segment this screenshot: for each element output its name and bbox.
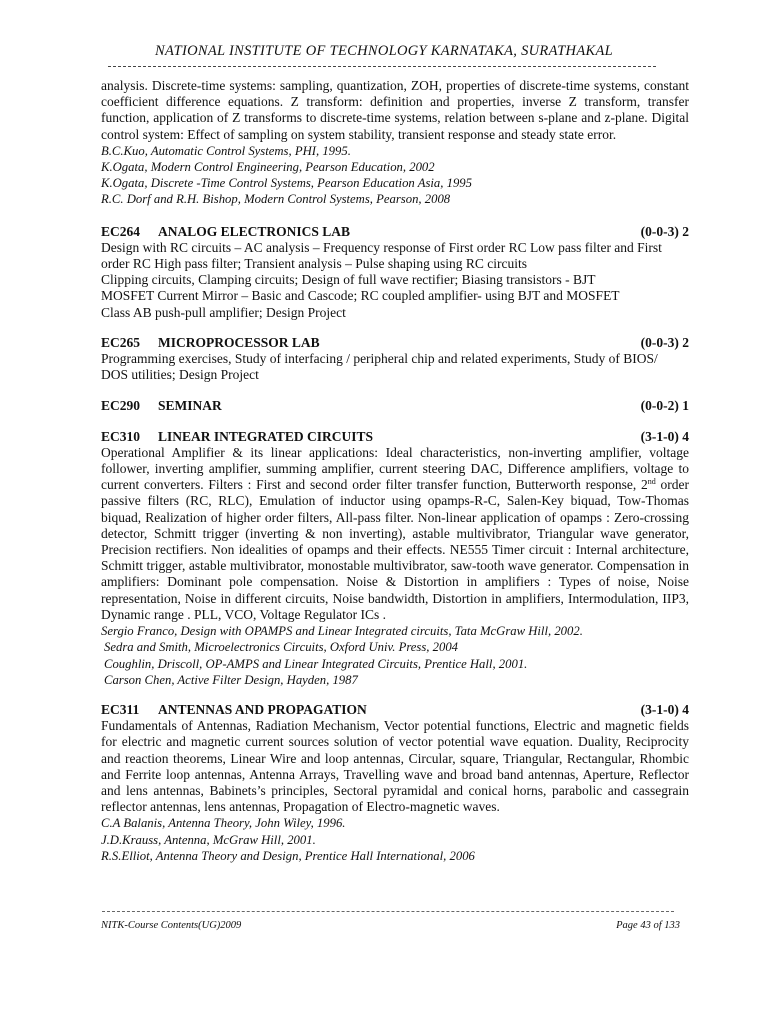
description-text: Operational Amplifier & its linear applications: Ideal characteristics, non-inverting amplifier, voltage follower, inverting amplifier, summing amplifier, current steering DAC, Difference amplifiers, voltage to current converters. Filters : First and second order filter transfer function, Butterworth response, 2 <box>101 444 689 493</box>
reference: Coughlin, Driscoll, OP-AMPS and Linear Integrated Circuits, Prentice Hall, 2001. <box>104 656 528 671</box>
reference: Sergio Franco, Design with OPAMPS and Linear Integrated circuits, Tata McGraw Hill, 2002. <box>101 624 583 639</box>
course-name: ANALOG ELECTRONICS LAB <box>158 223 351 239</box>
course-name: LINEAR INTEGRATED CIRCUITS <box>158 428 374 444</box>
course-body-line: Class AB push-pull amplifier; Design Project <box>101 304 346 320</box>
course-body-line: MOSFET Current Mirror – Basic and Cascode; RC coupled amplifier- using BJT and MOSFET <box>101 288 620 304</box>
course-description: Fundamentals of Antennas, Radiation Mechanism, Vector potential functions, Electric and magnetic fields for electric and magnetic current sources solution of vector potential wave equation. Duality, Reciprocity and reaction theorems, Linear Wire and loop antennas, Circular, square, Triangular, Rectangular, Rhombic and Ferrite loop antennas, Antenna Arrays, Travelling wave and broad band antennas, Aperture, Reflector and lens antennas, Babinets’s principles, Sectoral pyramidal and conical horns, parabolic and cassegrain reflector antennas, lens antennas, Propagation of Electro-magnetic waves. <box>101 718 689 815</box>
page-header-title: NATIONAL INSTITUTE OF TECHNOLOGY KARNATAKA, SURATHAKAL <box>155 43 613 59</box>
course-body-line: DOS utilities; Design Project <box>101 367 259 383</box>
intro-paragraph: analysis. Discrete-time systems: sampling, quantization, ZOH, properties of discrete-time systems, constant coefficient difference equations. Z transform: definition and properties, inverse Z transform, transfer function, application of Z transforms to discrete-time systems, relation between s-plane and z-plane. Digital control system: Effect of sampling on system stability, transient response and steady state error. <box>101 78 689 142</box>
course-body-line: Clipping circuits, Clamping circuits; Design of full wave rectifier; Biasing transistors - BJT <box>101 272 596 288</box>
course-description <box>101 445 689 623</box>
course-name: SEMINAR <box>158 398 222 414</box>
reference: K.Ogata, Modern Control Engineering, Pearson Education, 2002 <box>101 160 435 175</box>
reference: Sedra and Smith, Microelectronics Circuits, Oxford Univ. Press, 2004 <box>104 640 459 655</box>
reference: C.A Balanis, Antenna Theory, John Wiley, 1996. <box>101 816 346 831</box>
reference: B.C.Kuo, Automatic Control Systems, PHI, 1995. <box>101 143 351 158</box>
course-code: EC290 <box>101 398 141 414</box>
footer-document-name: NITK-Course Contents(UG)2009 <box>101 920 242 931</box>
course-body-line: order RC High pass filter; Transient analysis – Pulse shaping using RC circuits <box>101 256 527 272</box>
course-credits: (3-1-0) 4 <box>640 701 689 717</box>
course-credits: (3-1-0) 4 <box>640 428 689 444</box>
course-credits: (0-0-3) 2 <box>640 334 689 350</box>
reference: Carson Chen, Active Filter Design, Hayden, 1987 <box>104 672 358 687</box>
header-divider <box>108 66 656 67</box>
course-code: EC265 <box>101 334 141 350</box>
description-text: order passive filters (RC, RLC), Emulation of inductor using opamps-R-C, Salen-Key biquad, Tow-Thomas biquad, Realization of higher order filters, All-pass filter. Non-linear application of opamps : Zero-crossing detector, Schmitt trigger (inverting & non inverting), astable multivibrator, Triangular wave generator, Precision rectifiers. Non idealities of opamps and their effects. NE555 Timer circuit : Internal architecture, Schmitt trigger, astable multivibrator, monostable multivibrator, saw-tooth wave generator. Compensation in amplifiers: Dominant pole compensation. Noise & Distortion in amplifiers : Types of noise, Noise representation, Noise in different circuits, Noise bandwidth, Distortion in amplifiers, Intermodulation, IIP3, Dynamic range . PLL, VCO, Voltage Regulator ICs . <box>101 477 689 622</box>
reference: K.Ogata, Discrete -Time Control Systems, Pearson Education Asia, 1995 <box>101 176 472 191</box>
course-ec311 <box>101 702 689 864</box>
course-name: MICROPROCESSOR LAB <box>158 334 320 350</box>
reference: J.D.Krauss, Antenna, McGraw Hill, 2001. <box>101 832 316 847</box>
footer-page-number: Page 43 of 133 <box>616 920 680 931</box>
course-code: EC311 <box>101 701 140 717</box>
course-title-row <box>101 702 689 718</box>
reference: R.C. Dorf and R.H. Bishop, Modern Control Systems, Pearson, 2008 <box>101 192 451 207</box>
course-credits: (0-0-3) 2 <box>640 223 689 239</box>
course-name: ANTENNAS AND PROPAGATION <box>158 701 367 717</box>
reference: R.S.Elliot, Antenna Theory and Design, Prentice Hall International, 2006 <box>101 848 475 863</box>
course-ec290 <box>101 398 689 414</box>
course-body-line: Design with RC circuits – AC analysis – Frequency response of First order RC Low pass filter and First <box>101 239 662 255</box>
superscript: nd <box>647 477 656 487</box>
course-credits: (0-0-2) 1 <box>640 398 689 414</box>
course-body-line: Programming exercises, Study of interfacing / peripheral chip and related experiments, Study of BIOS/ <box>101 351 658 367</box>
course-title-row <box>101 398 689 414</box>
page-content <box>101 78 689 864</box>
course-ec264 <box>101 224 689 321</box>
footer-divider <box>102 911 674 912</box>
course-ec310 <box>101 429 689 688</box>
course-code: EC264 <box>101 223 141 239</box>
course-title-row <box>101 429 689 445</box>
course-ec265 <box>101 335 689 384</box>
course-title-row <box>101 224 689 240</box>
course-code: EC310 <box>101 428 141 444</box>
course-title-row <box>101 335 689 351</box>
